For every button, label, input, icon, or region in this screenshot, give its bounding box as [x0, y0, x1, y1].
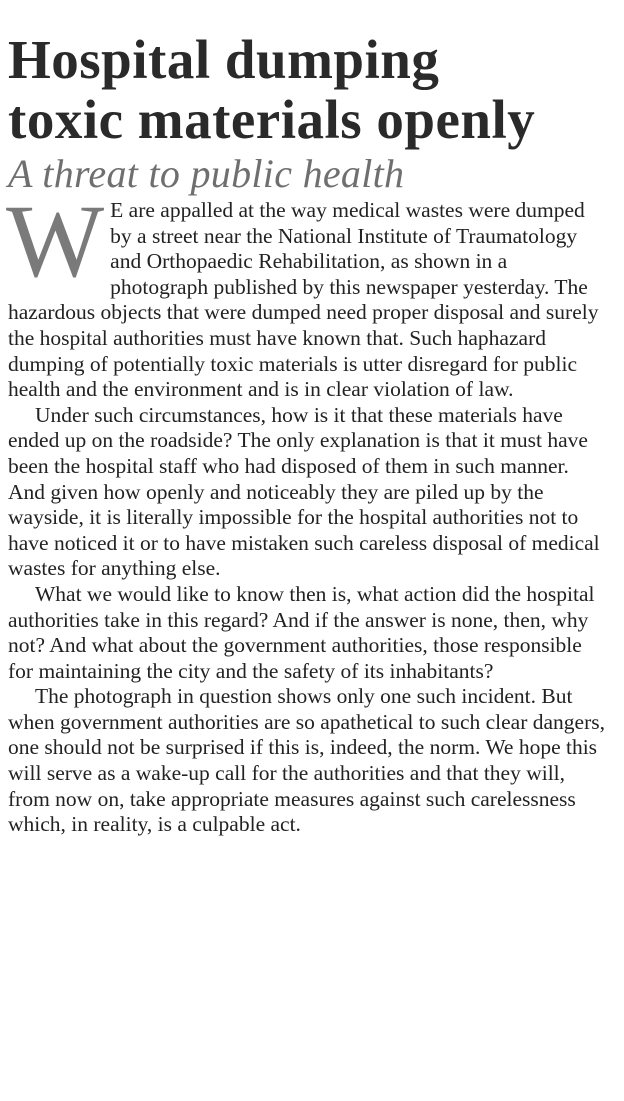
headline — [8, 30, 608, 150]
paragraph-3: What we would like to know then is, what action did the hospital authorities take in this regard? And if the answer is none, then, why not? And what about the government authorities, those responsible for maintaining the city and the safety of its inhabitants? — [8, 581, 595, 683]
editorial-article — [8, 0, 608, 838]
paragraph-1 — [6, 184, 608, 403]
article-body — [6, 184, 608, 838]
headline-line-2: toxic materials openly — [8, 89, 536, 150]
paragraph-2: Under such circumstances, how is it that these materials have ended up on the roadside? The only explanation is that it must have been the hospital staff who had disposed of them in such manner. And given how openly and noticeably they are piled up by the wayside, it is literally impossible for the hospital authorities not to have noticed it or to have mistaken such careless disposal of medical wastes for anything else. — [8, 402, 600, 581]
drop-cap: W — [6, 184, 105, 299]
paragraph-4: The photograph in question shows only one such incident. But when government authorities are so apathetical to such clear dangers, one should not be surprised if this is, indeed, the norm. We hope this will serve as a wake-up call for the authorities and that they will, from now on, take appropriate measures against such carelessness which, in reality, is a culpable act. — [8, 684, 605, 837]
subheadline: A threat to public health — [8, 151, 405, 196]
headline-line-1: Hospital dumping — [8, 29, 440, 90]
paragraph-1-text: E are appalled at the way medical wastes were dumped by a street near the National Institute of Traumatology and Orthopaedic Rehabilitation, as shown in a photograph published by this newspaper yesterday. The hazardous objects that were dumped need proper disposal and surely the hospital authorities must have known that. Such haphazard dumping of potentially toxic materials is utter disregard for public health and the environment and is in clear violation of law. — [8, 198, 599, 402]
